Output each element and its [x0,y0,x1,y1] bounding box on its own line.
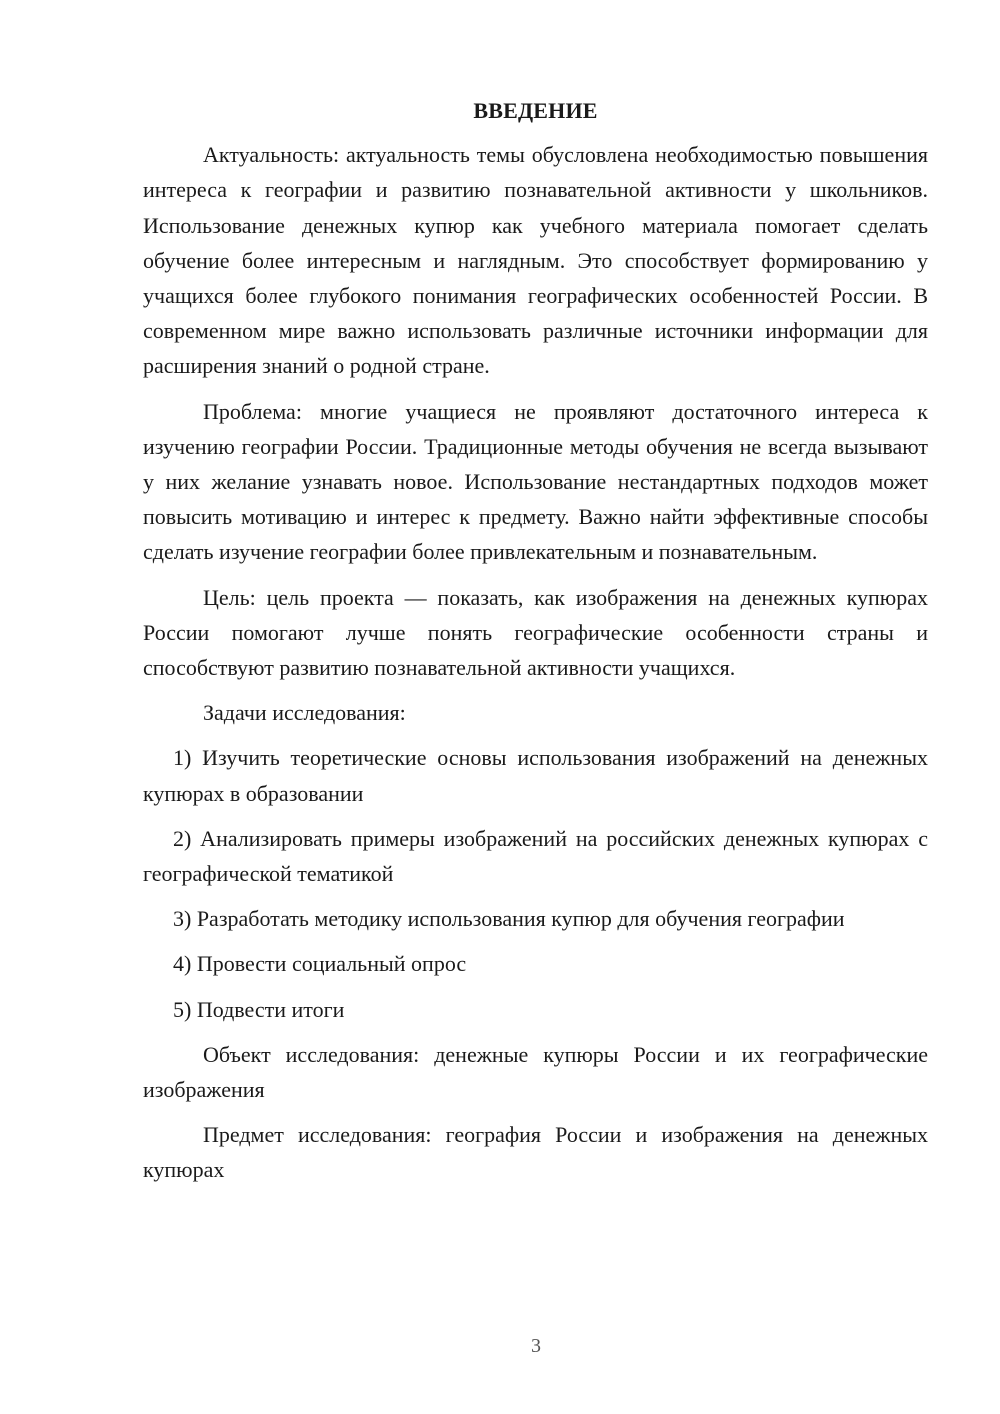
list-item: 1) Изучить теоретические основы использования изображений на денежных купюрах в образовании [143,745,928,806]
list-item: 3) Разработать методику использования купюр для обучения географии [173,906,845,932]
list-item: 5) Подвести итоги [173,996,345,1022]
object-paragraph: Объект исследования: денежные купюры России и их географические изображения [143,1041,928,1103]
page-title: ВВЕДЕНИЕ [473,98,598,123]
list-item: 4) Провести социальный опрос [173,951,467,977]
tasks-list [143,740,928,1026]
subject-paragraph: Предмет исследования: география России и изображения на денежных купюрах [143,1122,928,1183]
tasks-title: Задачи исследования: [203,700,406,726]
relevance-paragraph: Актуальность: актуальность темы обусловлена необходимостью повышения интереса к географии и развитию познавательной активности у школьников. Использование денежных купюр как учебного материала помогает сделать обучение более интересным и наглядным. Это способствует формированию у учащихся более глубокого понимания географических особенностей России. В современном мире важно использовать различные источники информации для расширения знаний о родной стране. [143,142,928,379]
list-item: 2) Анализировать примеры изображений на российских денежных купюрах с географической тематикой [143,825,928,887]
goal-paragraph: Цель: цель проекта — показать, как изображения на денежных купюрах России помогают лучше понять географические особенности страны и способствуют развитию познавательной активности учащихся. [143,584,928,681]
page-number: 3 [531,1335,541,1357]
problem-paragraph: Проблема: многие учащиеся не проявляют достаточного интереса к изучению географии России. Традиционные методы обучения не всегда вызывают у них желание узнавать новое. Использование нестандартных подходов может повысить мотивацию и интерес к предмету. Важно найти эффективные способы сделать изучение географии более привлекательным и познавательным. [143,398,928,565]
page-content [143,93,928,1198]
